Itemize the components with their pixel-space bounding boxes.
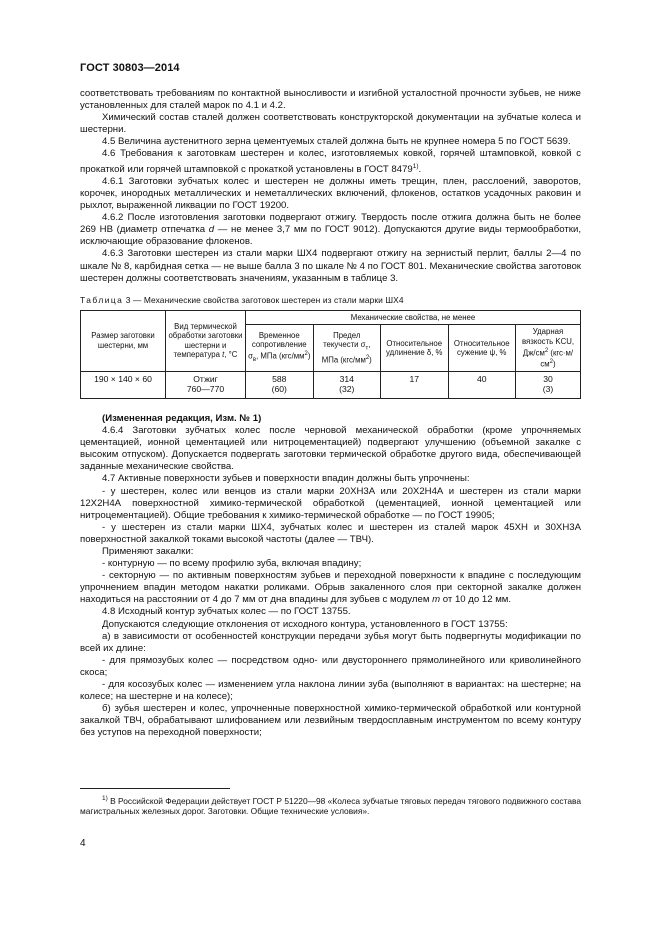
paragraph-4-6-3: 4.6.3 Заготовки шестерен из стали марки ШХ4 подвергают отжигу на зернистый перлит, баллы 2—4 по шкале № 8, карбидная сетка — не выше балла 3 по шкале № 4 по ГОСТ 801. Механические свойства заготовок шестерен должны соответствовать значениям, указанным в таблице 3. bbox=[80, 248, 581, 284]
table-3 bbox=[80, 310, 581, 399]
cell-size: 190 × 140 × 60 bbox=[81, 371, 166, 398]
list-item: - контурную — по всему профилю зуба, включая впадину; bbox=[102, 558, 362, 570]
footnote-divider bbox=[80, 788, 230, 789]
col-header-impact: Ударная вязкость KCU, $Дж/см^2$ $(кгс\cdot м/см^2)$ bbox=[516, 325, 581, 372]
cell-yield: 314 (32) bbox=[313, 371, 381, 398]
paragraph-4-6: 4.6 Требования к заготовкам шестерен и колес, изготовляемых ковкой, горячей штамповкой, ковкой с прокаткой или горячей штамповкой с прокаткой установлены в ГОСТ 8479$^{1)}$. bbox=[80, 148, 581, 175]
footnote-ref: 1) bbox=[412, 162, 419, 170]
paragraph-4-6-4: 4.6.4 Заготовки зубчатых колес после черновой механической обработки (кроме упрочняемых цементацией, ионной цементацией или нитроцементацией) подвергают улучшению (объемной закалке с высоким отпуском). Допускается подвергать заготовки термической обработке другого вида, обеспечивающей заданные механические свойства. bbox=[80, 425, 581, 473]
col-header-treatment: Вид термической обработки заготовки шестерни и температура t, °С bbox=[166, 310, 246, 371]
paragraph-4-6-2: 4.6.2 После изготовления заготовки подвергают отжигу. Твердость после отжига должна быть не более 269 НВ (диаметр отпечатка d — не менее 3,7 мм по ГОСТ 9012). Допускаются другие виды термообработки, исключающие образование флокенов. bbox=[80, 212, 581, 248]
footnote: $^{1)}$ В Российской Федерации действует ГОСТ Р 51220—98 «Колеса зубчатые тяговых передач тягового подвижного состава магистральных железных дорог. Заготовки. Общие технические условия». bbox=[80, 795, 581, 817]
page-number: 4 bbox=[80, 838, 86, 849]
paragraph: Химический состав сталей должен соответствовать конструкторской документации на зубчатые колеса и шестерни. bbox=[80, 112, 581, 136]
document-body bbox=[80, 88, 581, 739]
col-header-ultimate-strength: Временное сопротивление $\sigma_в$, МПа $(кгс/мм^2)$ bbox=[246, 325, 314, 372]
list-item: б) зубья шестерен и колес, упрочненные поверхностной химико-термической обработкой или контурной закалкой ТВЧ, обрабатывают шлифованием или лезвийным твердосплавным инструментом по всему контуру без уступов на переходной поверхности; bbox=[80, 703, 581, 739]
list-item: - для косозубых колес — изменением угла наклона линии зуба (выполняют в вариантах: на шестерне; на колесе; на шестерне и на колесе); bbox=[80, 679, 581, 703]
paragraph: соответствовать требованиям по контактной выносливости и изгибной усталостной прочности зубьев, не ниже установленных для сталей марок по 4.1 и 4.2. bbox=[80, 88, 581, 112]
col-header-elongation: Относительное удлинение δ, % bbox=[381, 325, 449, 372]
cell-treatment: Отжиг 760—770 bbox=[166, 371, 246, 398]
paragraph: Допускаются следующие отклонения от исходного контура, установленного в ГОСТ 13755: bbox=[102, 618, 508, 630]
table-caption: Таблица 3 — Механические свойства заготовок шестерен из стали марки ШХ4 bbox=[80, 294, 404, 305]
col-header-size: Размер заготовки шестерни, мм bbox=[81, 310, 166, 371]
col-header-yield-strength: Предел текучести $\sigma_т$, МПа $(кгс/мм^2)$ bbox=[313, 325, 381, 372]
list-item: - для прямозубых колес — посредством одно- или двустороннего прямолинейного или криволинейного скоса; bbox=[80, 654, 581, 678]
paragraph-4-6-1: 4.6.1 Заготовки зубчатых колес и шестерен не должны иметь трещин, плен, расслоений, заворотов, корочек, инородных металлических и неметаллических включений, флокенов, остатков усадочных раковин и рыхлот, выраженной ликвации по ГОСТ 19200. bbox=[80, 175, 581, 212]
list-item: - у шестерен из стали марки ШХ4, зубчатых колес и шестерен из сталей марок 45ХН и 30ХН3А поверхностной закалкой токами высокой частоты (далее — ТВЧ). bbox=[80, 521, 581, 545]
cell-impact: 30 (3) bbox=[516, 371, 581, 398]
cell-elongation: 17 bbox=[381, 371, 449, 398]
amendment-note: (Измененная редакция, Изм. № 1) bbox=[102, 412, 262, 424]
paragraph: Применяют закалки: bbox=[102, 545, 194, 557]
document-header: ГОСТ 30803—2014 bbox=[80, 62, 180, 74]
cell-ultimate: 588 (60) bbox=[246, 371, 314, 398]
paragraph-4-5: 4.5 Величина аустенитного зерна цементуемых сталей должна быть не крупнее номера 5 по ГОСТ 5639. bbox=[102, 136, 571, 148]
col-header-contraction: Относительное сужение ψ, % bbox=[448, 325, 516, 372]
list-item: а) в зависимости от особенностей конструкции передачи зубья могут быть подвергнуты модификации по всей их длине: bbox=[80, 630, 581, 654]
cell-contraction: 40 bbox=[448, 371, 516, 398]
col-header-mechanical: Механические свойства, не менее bbox=[246, 310, 581, 325]
list-item: - секторную — по активным поверхностям зубьев и переходной поверхности к впадине с последующим упрочнением впадин методом накатки роликами. Обрыв закаленного слоя при секторной закалке должен находиться на расстоянии от 4 до 7 мм от дна впадины для зубьев с модулем m от 10 до 12 мм. bbox=[80, 570, 581, 606]
list-item: - у шестерен, колес или венцов из стали марки 20ХН3А или 20Х2Н4А и шестерен из стали марки 12Х2Н4А поверхностной химико-термической обработкой (цементацией, ионной цементацией или нитроцементацией). Общие требования к химико-термической обработке — по ГОСТ 19905; bbox=[80, 485, 581, 521]
paragraph-4-7: 4.7 Активные поверхности зубьев и поверхности впадин должны быть упрочнены: bbox=[102, 473, 470, 485]
paragraph-4-8: 4.8 Исходный контур зубчатых колес — по ГОСТ 13755. bbox=[102, 606, 351, 618]
table-row bbox=[81, 371, 581, 398]
